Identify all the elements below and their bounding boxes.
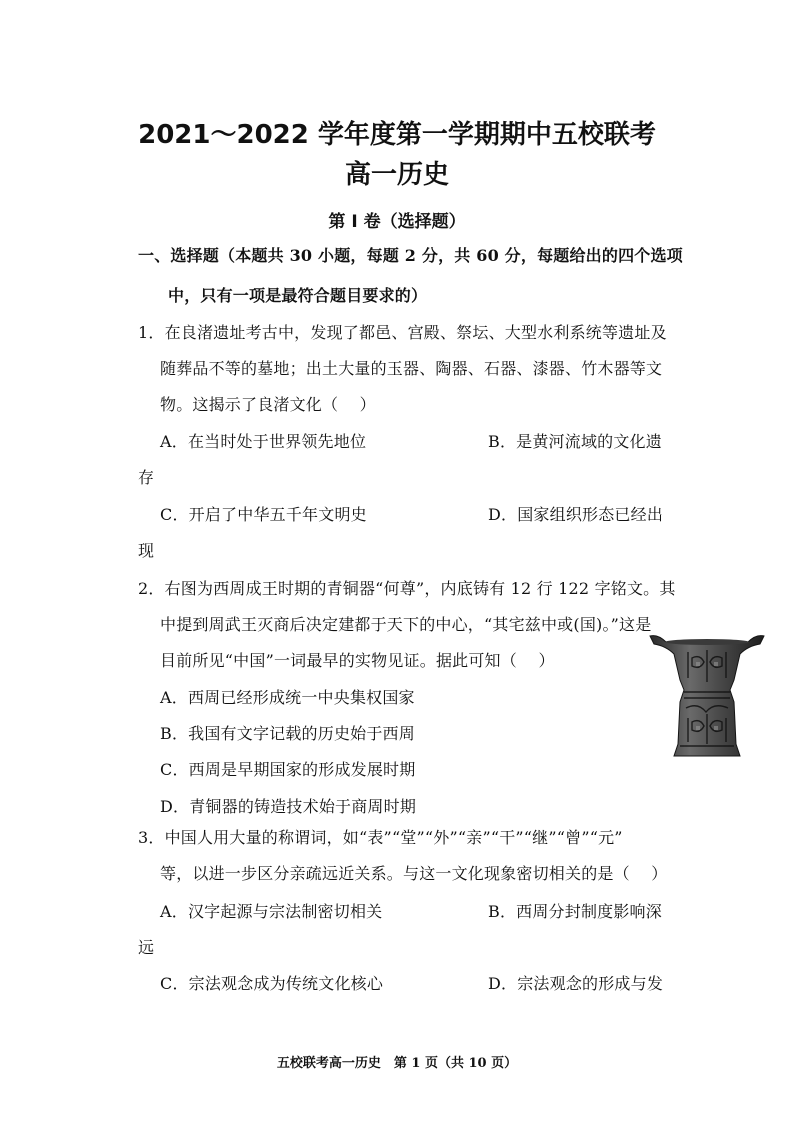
q2-stem-line-2: 中提到周武王灭商后决定建都于天下的中心，“其宅兹中或(国)。”这是 [160,615,652,634]
exam-title: 2021～2022 学年度第一学期期中五校联考 [138,120,656,150]
q2-stem-line-1: 2．右图为西周成王时期的青铜器“何尊”，内底铸有 12 行 122 字铭文。其 [138,579,676,598]
section-heading: 第 I 卷（选择题） [328,212,466,232]
q3-stem-line-1: 3．中国人用大量的称谓词，如“表”“堂”“外”“亲”“干”“继”“曾”“元” [138,828,623,847]
q3-option-b-wrap: 远 [138,938,155,957]
q2-option-b: B．我国有文字记载的历史始于西周 [160,724,415,743]
q2-option-c: C．西周是早期国家的形成发展时期 [160,760,416,779]
q1-option-d: D．国家组织形态已经出 [488,505,664,524]
q1-stem-line-3: 物。这揭示了良渚文化（ ） [160,395,376,414]
instructions-line-1: 一、选择题（本题共 30 小题，每题 2 分，共 60 分，每题给出的四个选项 [138,246,683,265]
q3-option-d: D．宗法观念的形成与发 [488,974,664,993]
q1-option-b-wrap: 存 [138,468,155,487]
q1-option-a: A．在当时处于世界领先地位 [160,432,367,451]
page-footer: 五校联考高一历史 第 1 页（共 10 页） [276,1056,518,1071]
instructions-line-2: 中，只有一项是最符合题目要求的） [168,286,428,305]
q3-option-b: B．西周分封制度影响深 [488,902,662,921]
subject-title: 高一历史 [344,160,449,190]
q1-option-d-wrap: 现 [138,541,155,560]
q1-stem-line-1: 1．在良渚遗址考古中，发现了都邑、宫殿、祭坛、大型水利系统等遗址及 [138,323,667,342]
bronze-vessel-image [648,632,766,762]
q1-option-c: C．开启了中华五千年文明史 [160,505,367,524]
q3-option-a: A．汉字起源与宗法制密切相关 [160,902,383,921]
q1-option-b: B．是黄河流域的文化遗 [488,432,662,451]
q2-option-d: D．青铜器的铸造技术始于商周时期 [160,797,417,816]
q2-stem-line-3: 目前所见“中国”一词最早的实物见证。据此可知（ ） [160,651,555,670]
q2-option-a: A．西周已经形成统一中央集权国家 [160,688,415,707]
q3-option-c: C．宗法观念成为传统文化核心 [160,974,384,993]
q3-stem-line-2: 等，以进一步区分亲疏远近关系。与这一文化现象密切相关的是（ ） [160,864,668,883]
q1-stem-line-2: 随葬品不等的墓地；出土大量的玉器、陶器、石器、漆器、竹木器等文 [160,359,663,378]
